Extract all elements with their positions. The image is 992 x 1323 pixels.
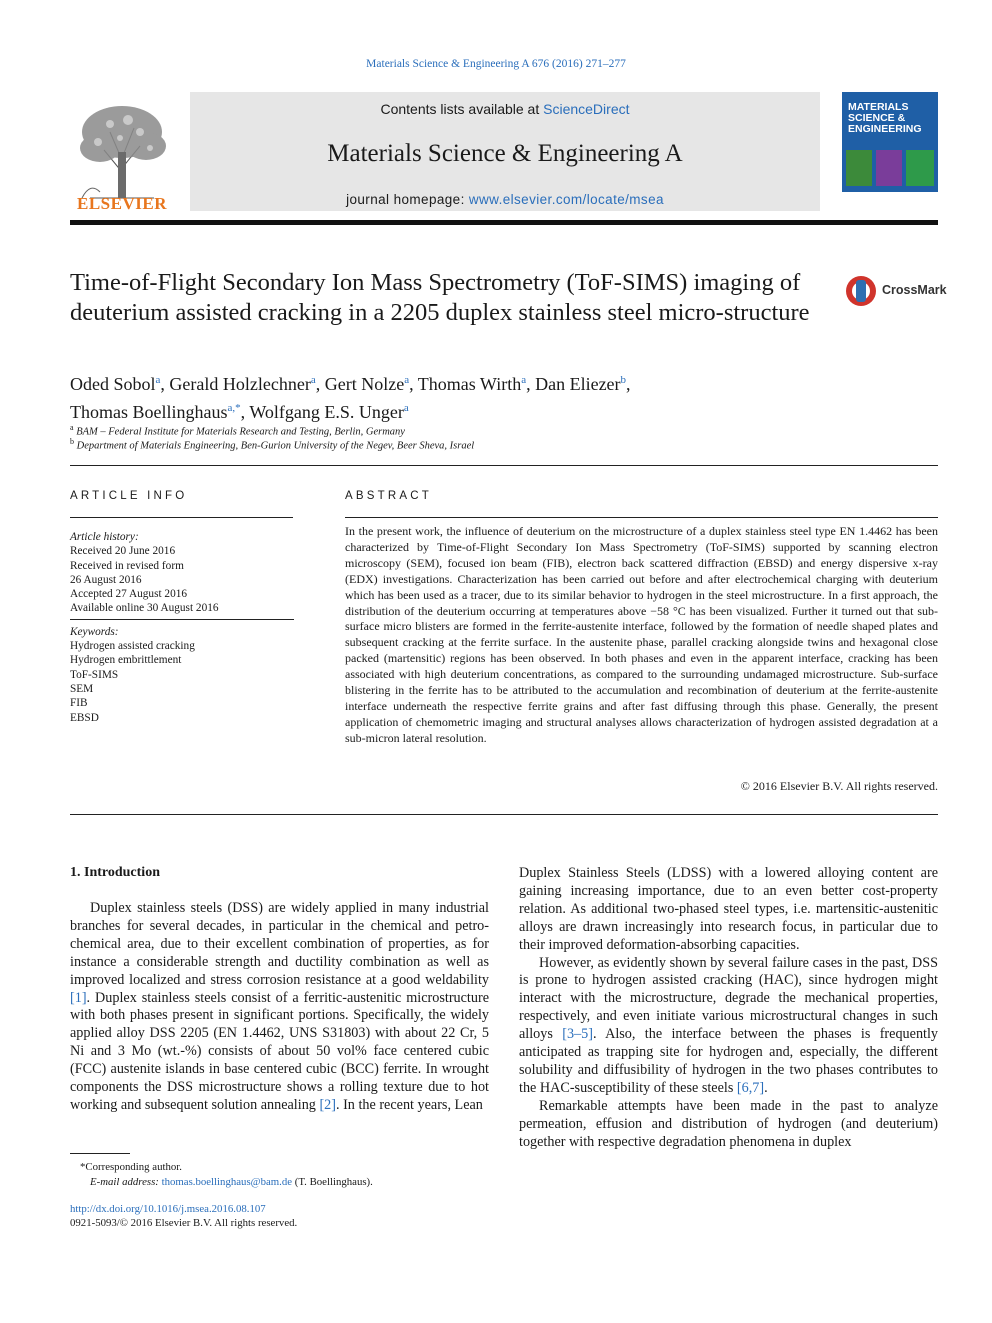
email-link[interactable]: thomas.boellinghaus@bam.de xyxy=(161,1176,293,1188)
citation-link[interactable]: [6,7] xyxy=(736,1079,765,1096)
journal-citation[interactable]: Materials Science & Engineering A 676 (2016) 271–277 xyxy=(366,58,626,70)
contents-prefix: Contents lists available at xyxy=(380,101,544,117)
keyword: SEM xyxy=(70,682,94,695)
author-name: Thomas Wirth xyxy=(417,374,522,394)
author-name: Oded Sobol xyxy=(70,374,156,394)
author[interactable] xyxy=(169,374,315,394)
cover-title: MATERIALS SCIENCE & ENGINEERING xyxy=(848,101,922,135)
corresponding-author-note: *Corresponding author. xyxy=(80,1161,182,1173)
footnote-rule xyxy=(70,1153,130,1154)
author-name: Dan Eliezer xyxy=(535,374,621,394)
history-item: Received in revised form xyxy=(70,559,184,572)
article-info-heading: ARTICLE INFO xyxy=(70,490,188,502)
affil-sup: b xyxy=(70,437,74,446)
paragraph xyxy=(519,955,938,1098)
crossmark-badge[interactable] xyxy=(846,274,947,312)
author-affil-sup[interactable]: a,* xyxy=(227,402,241,414)
crossmark-label: CrossMark xyxy=(882,283,947,297)
author-affil-sup[interactable]: a xyxy=(310,374,316,386)
history-item: 26 August 2016 xyxy=(70,573,142,586)
paragraph: Remarkable attempts have been made in the past to analyze permeation, effusion and distribution of hydrogen (and deuterium) together with respective degradation phenomena in duplex xyxy=(519,1097,938,1150)
affiliation-a xyxy=(70,423,930,438)
abstract-rule xyxy=(345,517,938,518)
email-note xyxy=(90,1175,510,1189)
crossmark-icon-core xyxy=(856,280,866,302)
cover-image xyxy=(876,150,902,186)
author-name: Wolfgang E.S. Unger xyxy=(249,402,404,422)
author-separator: , xyxy=(409,374,418,394)
author-name: Thomas Boellinghaus xyxy=(70,402,228,422)
history-item: Available online 30 August 2016 xyxy=(70,602,219,615)
article-title: Time-of-Flight Secondary Ion Mass Spectrometry (ToF-SIMS) imaging of deuterium assisted cracking in a 2205 duplex stainless steel micro-structure xyxy=(70,269,810,326)
author-separator: , xyxy=(160,374,170,394)
author-separator: , xyxy=(315,374,325,394)
citation-link[interactable]: [1] xyxy=(70,989,87,1006)
body-left-column xyxy=(70,900,489,1115)
section-heading-introduction: 1. Introduction xyxy=(70,865,160,880)
history-item: Accepted 27 August 2016 xyxy=(70,588,188,601)
paragraph: Duplex Stainless Steels (LDSS) with a lowered alloying content are gaining increasing importance, due to an even better cost-property relation. As additional two-phased steel types, i.e. martensitic-austenitic alloys are drawn increasingly into research focus, in particular due to their improved deformation-absorbing capacities. xyxy=(519,865,938,953)
header-divider xyxy=(70,220,938,225)
affil-sup: a xyxy=(70,423,74,432)
email-label: E-mail address: xyxy=(90,1176,162,1188)
abstract-heading: ABSTRACT xyxy=(345,490,432,502)
author[interactable] xyxy=(70,402,241,422)
keyword: ToF-SIMS xyxy=(70,668,119,681)
citation-link[interactable]: [2] xyxy=(319,1096,336,1113)
abstract-text: In the present work, the influence of deuterium on the microstructure of a duplex stainless steel type EN 1.4462 has been characterized by Time-of-Flight Secondary Ion Mass Spectrometry (ToF-SIMS) supported by scanning electron microscopy (SEM), focused ion beam (FIB), electron back scattered diffraction (EBSD) and energy dispersive x-ray (EDX) investigations. Characterization has been carried out before and after electrochemical charging with deuterium which has been used as a tracer, due to its similar behavior to hydrogen in the steel microstructure. In a first approach, the distribution of the deuterium occurring at temperatures above −58 °C has been visualized. Further it turned out that sub-surface micro blisters are formed in the ferrite-austenite interface, followed by the formation of needle shaped plates and subsequent cracking at the ferrite surface. In the austenite phase, parallel cracking alongside twins and hexagonal close packed (martensitic) regions has been observed. In both phases and even in the apparent interface, cracking has been associated with high deuterium concentrations, as compared to the surrounding undamaged microstructure. Sub-surface blistering in the ferrite has to be attributed to the accumulation and recombination of deuterium at the ferrite-austenite interface underneath the respective ferrite grains and after fast diffusing through this phase. Generally, the present application of chemometric imaging and structural analyses allows characterization of hydrogen assisted degradation at a sub-micron lateral resolution. xyxy=(345,524,938,745)
text-run: . In the recent years, Lean xyxy=(335,1096,483,1113)
text-run: . xyxy=(764,1079,768,1096)
homepage-link[interactable]: www.elsevier.com/locate/msea xyxy=(468,192,664,207)
citation-link[interactable]: [3–5] xyxy=(562,1026,593,1043)
keywords-rule xyxy=(70,619,294,620)
author-name: Gert Nolze xyxy=(324,374,405,394)
contents-line xyxy=(190,101,820,117)
elsevier-wordmark: ELSEVIER xyxy=(77,194,167,213)
text-run: . Duplex stainless steels consist of a ferritic-austenitic microstructure with both phases present in significant portions. Specifically, the widely applied alloy DSS 2205 (EN 1.4462, UNS S31803) with about 22 Cr, 5 Ni and 3 Mo (wt.-%) consists of about 50 vol% face centered cubic (FCC) austenite islands in base centered cubic (BCC) ferrite. In wrought components the DSS microstructure shows a rolling texture due to hot working and subsequent solution annealing xyxy=(70,989,489,1113)
author[interactable] xyxy=(249,402,408,422)
journal-banner xyxy=(190,92,820,211)
journal-name: Materials Science & Engineering A xyxy=(327,140,683,167)
abstract-copyright: © 2016 Elsevier B.V. All rights reserved. xyxy=(740,779,938,793)
author-affil-sup[interactable]: a xyxy=(521,374,527,386)
author[interactable] xyxy=(70,374,160,394)
cover-image xyxy=(846,150,872,186)
body-right-column xyxy=(519,865,938,1152)
doi xyxy=(70,1202,490,1216)
keywords-label: Keywords: xyxy=(70,625,119,638)
cover-image xyxy=(906,150,934,186)
journal-cover-thumbnail[interactable] xyxy=(842,92,938,211)
author[interactable] xyxy=(418,374,526,394)
text-run: However, as evidently shown by several failure cases in the past, DSS is prone to hydrogen assisted cracking (HAC), since hydrogen might interact with the microstructure, degrade the mechanical properties, respectively, and even initiate various microstructural changes in such alloys xyxy=(519,954,938,1043)
text-run: . Also, the interface between the phases is frequently anticipated as trapping site for hydrogen and, especially, the different solubility and diffusibility of hydrogen in the two phases contributes to the HAC-susceptibility of these steels xyxy=(519,1026,939,1096)
author-separator: , xyxy=(626,374,631,394)
author[interactable] xyxy=(535,374,626,394)
keyword: FIB xyxy=(70,697,88,710)
abstract-divider xyxy=(70,814,938,815)
doi-link[interactable]: http://dx.doi.org/10.1016/j.msea.2016.08.107 xyxy=(70,1203,266,1215)
issn-line: 0921-5093/© 2016 Elsevier B.V. All rights reserved. xyxy=(70,1217,298,1229)
author[interactable] xyxy=(325,374,409,394)
keyword: Hydrogen assisted cracking xyxy=(70,640,195,653)
affil-text: Department of Materials Engineering, Ben-Gurion University of the Negev, Beer Sheva, Israel xyxy=(76,440,475,452)
history-label: Article history: xyxy=(70,531,139,543)
affiliation-divider xyxy=(70,465,938,466)
affil-text: BAM – Federal Institute for Materials Research and Testing, Berlin, Germany xyxy=(76,426,405,438)
homepage-line xyxy=(190,192,820,207)
author-separator: , xyxy=(240,402,250,422)
author-separator: , xyxy=(526,374,536,394)
history-item: Received 20 June 2016 xyxy=(70,545,176,558)
author-affil-sup[interactable]: a xyxy=(155,374,161,386)
sciencedirect-link[interactable]: ScienceDirect xyxy=(543,101,630,117)
author-affil-sup[interactable]: b xyxy=(620,374,627,386)
affiliation-b xyxy=(70,437,930,452)
keyword: Hydrogen embrittlement xyxy=(70,654,182,667)
author-affil-sup[interactable]: a xyxy=(404,374,410,386)
author-name: Gerald Holzlechner xyxy=(169,374,311,394)
homepage-prefix: journal homepage: xyxy=(346,192,469,207)
keyword: EBSD xyxy=(70,711,99,724)
cover-footer-strip xyxy=(842,192,938,211)
article-info-rule xyxy=(70,517,293,518)
paragraph xyxy=(70,900,489,1115)
author-list xyxy=(70,368,930,424)
email-suffix: (T. Boellinghaus). xyxy=(292,1176,373,1188)
article-info xyxy=(70,530,294,725)
author-affil-sup[interactable]: a xyxy=(403,402,409,414)
text-run: Duplex stainless steels (DSS) are widely applied in many industrial branches for several decades, in particular in the chemical and petro-chemical area, due to their excellent combination of properties, as for instance a considerable strength and ductility combination as well as improved localized and stress corrosion resistance at a good weldability xyxy=(70,900,489,988)
